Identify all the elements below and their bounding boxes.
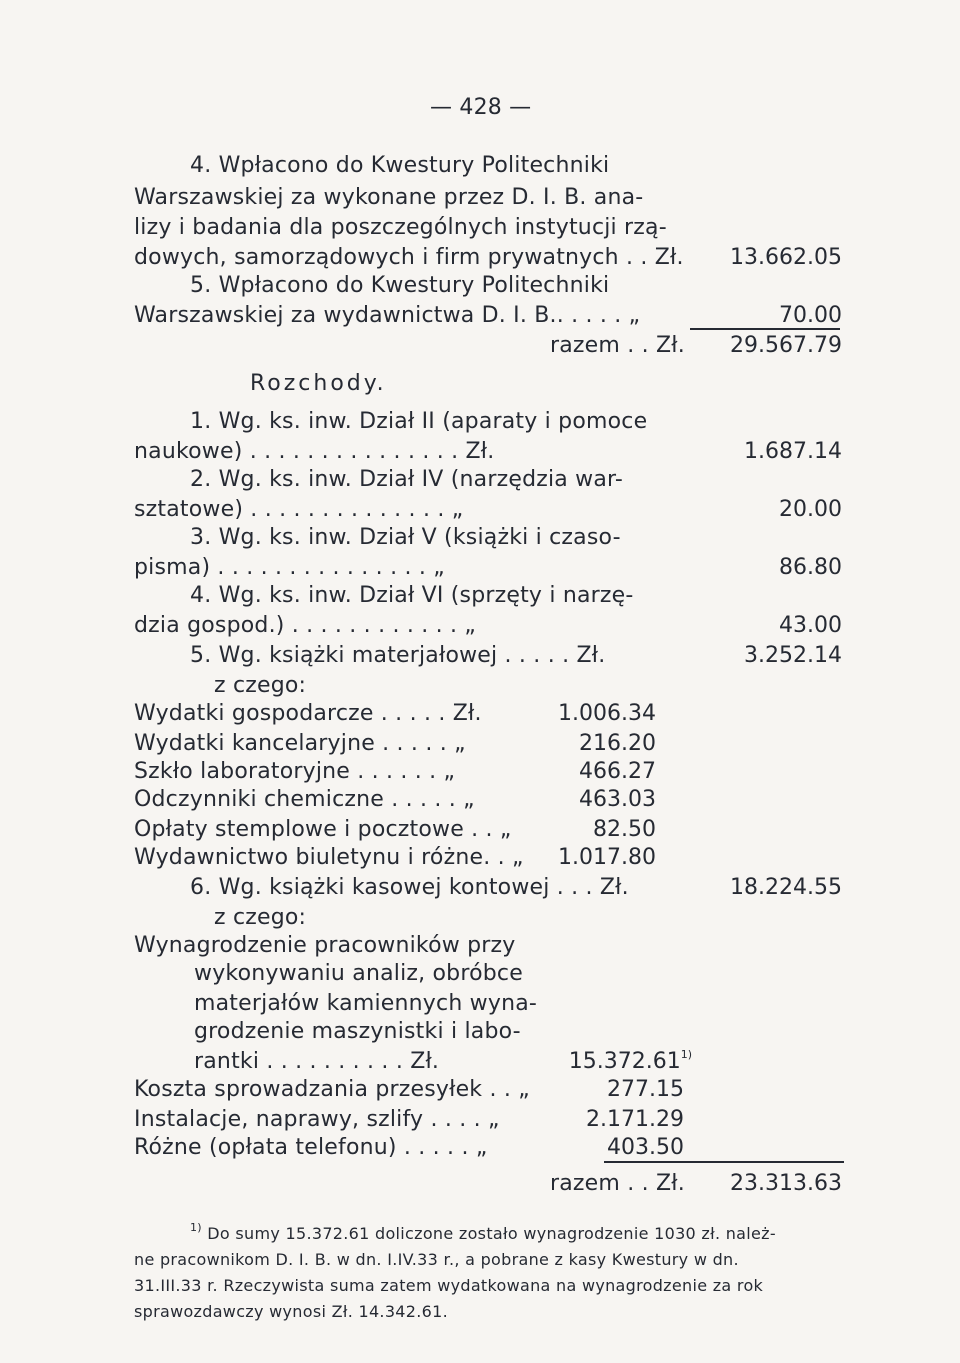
wages-amount [569,1048,692,1076]
income-total-amount: 29.567.79 [730,333,842,358]
expense-item1-amount: 1.687.14 [744,439,842,464]
item6-row-amount: 403.50 [607,1135,684,1160]
footnote-ref: 1) [680,1047,692,1061]
expense-item6-line: 6. Wg. książki kasowej kontowej . . . Zł. [190,875,629,900]
income-item4-line3: lizy i badania dla poszczególnych instytucji rzą- [134,215,667,240]
expenses-total-amount: 23.313.63 [730,1171,842,1196]
wages-line5: rantki . . . . . . . . . . Zł. [194,1049,440,1074]
income-item4-amount: 13.662.05 [730,245,842,270]
footnote-mark: 1) [190,1220,202,1234]
item5-row-label: Wydawnictwo biuletynu i różne. . „ [134,845,524,870]
item5-row-label: Opłaty stemplowe i pocztowe . . „ [134,817,512,842]
item6-row-label: Koszta sprowadzania przesyłek . . „ [134,1077,530,1102]
expense-item3-line2: pisma) . . . . . . . . . . . . . . . „ [134,555,445,580]
item5-row-label: Odczynniki chemiczne . . . . . „ [134,787,475,812]
wages-line2: wykonywaniu analiz, obróbce [194,961,523,986]
footnote-line4: sprawozdawczy wynosi Zł. 14.342.61. [134,1302,448,1321]
expenses-heading: Rozchody. [250,371,387,396]
wages-line3: materjałów kamiennych wyna- [194,991,538,1016]
item5-row-amount: 466.27 [579,759,656,784]
expense-item2-line1: 2. Wg. ks. inw. Dział IV (narzędzia war- [190,467,624,492]
expenses-total-label: razem . . Zł. [550,1171,685,1196]
income-item4-line2: Warszawskiej za wykonane przez D. I. B. ana- [134,185,644,210]
item5-row-label: Wydatki kancelaryjne . . . . . „ [134,731,466,756]
footnote-line2: ne pracownikom D. I. B. w dn. I.IV.33 r., a pobrane z kasy Kwestury w dn. [134,1250,739,1269]
item6-row-label: Różne (opłata telefonu) . . . . . „ [134,1135,488,1160]
income-sum-rule [690,328,840,330]
expense-item5-of-which: z czego: [214,673,307,698]
expense-item2-line2: sztatowe) . . . . . . . . . . . . . . „ [134,497,464,522]
income-item5-line1: 5. Wpłacono do Kwestury Politechniki [190,273,610,298]
page-number: — 428 — [430,95,532,120]
income-item5-amount: 70.00 [779,303,842,328]
expense-item3-amount: 86.80 [779,555,842,580]
expense-item3-line1: 3. Wg. ks. inw. Dział V (książki i czaso- [190,525,621,550]
expense-item1-line1: 1. Wg. ks. inw. Dział II (aparaty i pomoce [190,409,648,434]
item5-row-amount: 1.017.80 [558,845,656,870]
expense-item1-line2: naukowe) . . . . . . . . . . . . . . . Zł. [134,439,495,464]
expense-item4-amount: 43.00 [779,613,842,638]
footnote-text-1: Do sumy 15.372.61 doliczone zostało wynagrodzenie 1030 zł. należ- [207,1224,776,1243]
wages-amount-value: 15.372.61 [568,1049,681,1074]
item5-row-amount: 216.20 [579,731,656,756]
income-item5-line2: Warszawskiej za wydawnictwa D. I. B.. . . . . „ [134,303,641,328]
item5-row-label: Szkło laboratoryjne . . . . . . „ [134,759,456,784]
expense-item5-amount: 3.252.14 [744,643,842,668]
item6-row-label: Instalacje, naprawy, szlify . . . . „ [134,1107,500,1132]
income-total-label: razem . . Zł. [550,333,685,358]
income-item4-line1: 4. Wpłacono do Kwestury Politechniki [190,153,610,178]
item5-row-amount: 1.006.34 [558,701,656,726]
income-item4-line4: dowych, samorządowych i firm prywatnych . . Zł. [134,245,684,270]
item6-row-amount: 277.15 [607,1077,684,1102]
footnote-line3: 31.III.33 r. Rzeczywista suma zatem wydatkowana na wynagrodzenie za rok [134,1276,764,1295]
item5-row-amount: 463.03 [579,787,656,812]
expense-item4-line1: 4. Wg. ks. inw. Dział VI (sprzęty i narzę- [190,583,634,608]
footnote-line1 [190,1222,776,1246]
item6-row-amount: 2.171.29 [586,1107,684,1132]
expense-item6-amount: 18.224.55 [730,875,842,900]
item5-row-amount: 82.50 [593,817,656,842]
expense-item5-line: 5. Wg. książki materjałowej . . . . . Zł. [190,643,606,668]
expense-item4-line2: dzia gospod.) . . . . . . . . . . . . „ [134,613,476,638]
expenses-sum-rule [604,1161,844,1163]
wages-line4: grodzenie maszynistki i labo- [194,1019,521,1044]
expense-item6-of-which: z czego: [214,905,307,930]
wages-line1: Wynagrodzenie pracowników przy [134,933,516,958]
item5-row-label: Wydatki gospodarcze . . . . . Zł. [134,701,482,726]
expense-item2-amount: 20.00 [779,497,842,522]
